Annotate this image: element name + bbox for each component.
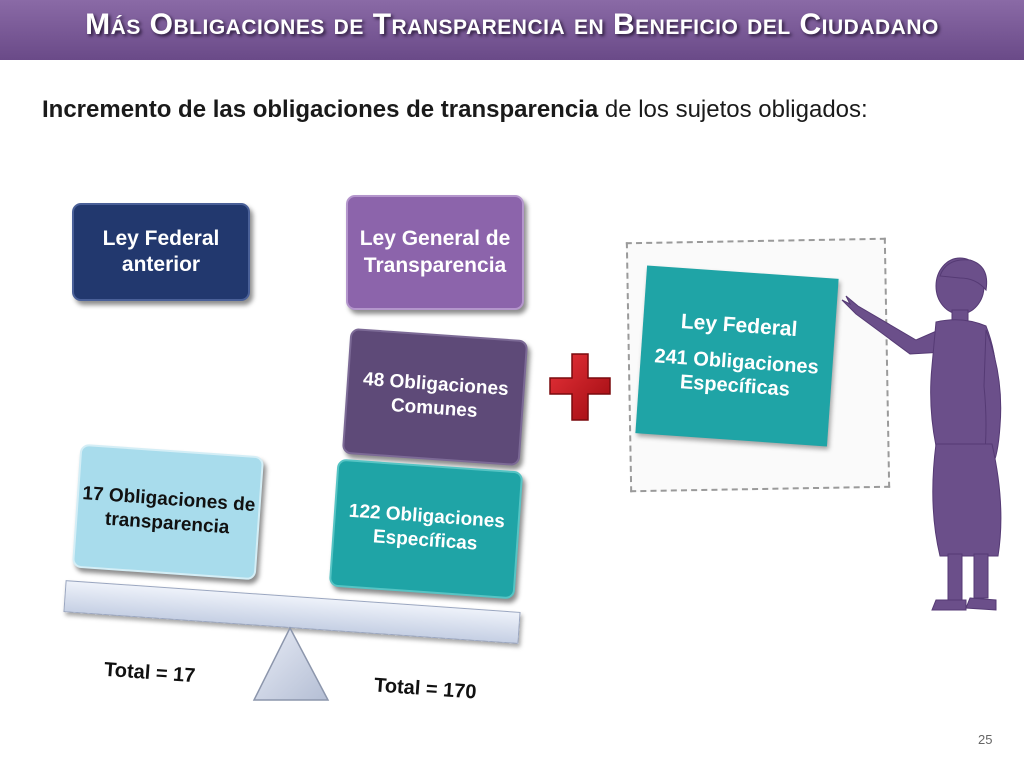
obligaciones-especificas-box [329, 459, 523, 600]
woman-pointing-icon [836, 256, 1006, 618]
scale-fulcrum-icon [252, 626, 332, 702]
obligaciones-comunes-box [342, 328, 528, 466]
slide-number: 25 [978, 732, 993, 747]
ley-federal-anterior-box [72, 203, 250, 301]
total-left-label: Total [103, 658, 152, 685]
total-right-label: Total [373, 674, 422, 700]
obligaciones-17-box [72, 444, 264, 581]
ley-federal-card [635, 266, 838, 447]
obligaciones-17-label: 17 Obligaciones de transparencia [81, 483, 256, 539]
ley-federal-anterior-label: Ley Federal anterior [102, 226, 220, 276]
obligaciones-especificas-label: 122 Obligaciones Específicas [348, 500, 506, 555]
total-right-value: = 170 [425, 678, 478, 704]
total-left [103, 659, 196, 688]
ley-general-label: Ley General de Transparencia [359, 227, 511, 277]
obligaciones-comunes-label: 48 Obligaciones Comunes [362, 369, 510, 422]
subtitle [42, 96, 1002, 124]
total-left-value: = 17 [155, 662, 197, 688]
ley-general-box [346, 195, 524, 310]
total-right [373, 674, 477, 704]
slide-title: Más Obligaciones de Transparencia en Beneficio del Ciudadano [85, 8, 939, 41]
subtitle-bold: Incremento de las obligaciones de transparencia [42, 96, 599, 123]
plus-icon [548, 352, 612, 422]
subtitle-rest: de los sujetos obligados: [598, 96, 868, 123]
ley-federal-card-title: Ley Federal [680, 310, 799, 342]
ley-federal-card-body: 241 Obligaciones Específicas [653, 345, 820, 401]
